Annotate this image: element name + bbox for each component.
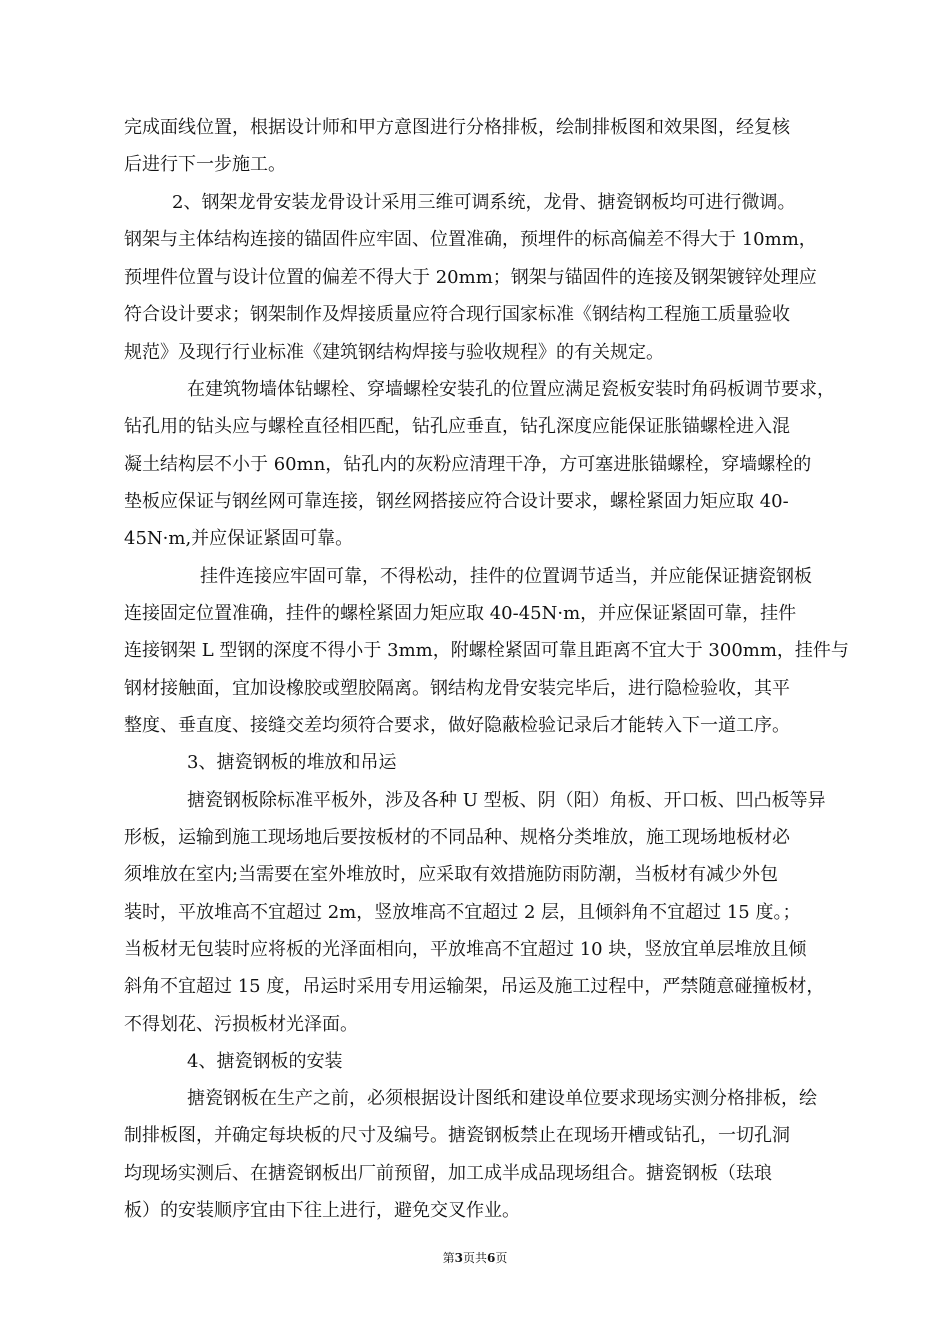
body-line-1: 完成面线位置，根据设计师和甲方意图进行分格排板，绘制排板图和效果图，经复核 bbox=[124, 117, 790, 138]
body-line-9: 钻孔用的钻头应与螺栓直径相匹配，钻孔应垂直，钻孔深度应能保证胀锚螺栓进入混 bbox=[124, 416, 790, 437]
body-line-30: 板）的安装顺序宜由下往上进行，避免交叉作业。 bbox=[124, 1200, 520, 1221]
body-line-16: 钢材接触面，宜加设橡胶或塑胶隔离。钢结构龙骨安装完毕后，进行隐检验收，其平 bbox=[124, 678, 790, 699]
footer-total-pages: 6 bbox=[487, 1251, 496, 1265]
body-line-11: 垫板应保证与钢丝网可靠连接，钢丝网搭接应符合设计要求，螺栓紧固力矩应取 40- bbox=[124, 491, 789, 512]
section-3-heading: 3、搪瓷钢板的堆放和吊运 bbox=[187, 752, 397, 773]
body-line-14: 连接固定位置准确，挂件的螺栓紧固力矩应取 40-45N·m，并应保证紧固可靠，挂件 bbox=[124, 603, 797, 624]
body-line-2: 后进行下一步施工。 bbox=[124, 154, 286, 175]
body-line-4: 钢架与主体结构连接的锚固件应牢固、位置准确，预埋件的标高偏差不得大于 10mm， bbox=[124, 229, 817, 250]
body-line-7: 规范》及现行行业标准《建筑钢结构焊接与验收规程》的有关规定。 bbox=[124, 342, 664, 363]
body-line-15: 连接钢架 L 型钢的深度不得小于 3mm，附螺栓紧固可靠且距离不宜大于 300mm，挂件与 bbox=[124, 640, 849, 661]
page-footer bbox=[0, 1248, 950, 1268]
footer-middle: 页共 bbox=[462, 1251, 487, 1265]
body-line-22: 装时，平放堆高不宜超过 2m，竖放堆高不宜超过 2 层，且倾斜角不宜超过 15 度。； bbox=[124, 902, 801, 923]
body-line-25: 不得划花、污损板材光泽面。 bbox=[124, 1014, 358, 1035]
footer-suffix: 页 bbox=[495, 1251, 508, 1265]
footer-current-page: 3 bbox=[454, 1251, 463, 1265]
body-line-13: 挂件连接应牢固可靠，不得松动，挂件的位置调节适当，并应能保证搪瓷钢板 bbox=[200, 566, 812, 587]
footer-prefix: 第 bbox=[442, 1251, 455, 1265]
body-line-23: 当板材无包装时应将板的光泽面相向，平放堆高不宜超过 10 块，竖放宜单层堆放且倾 bbox=[124, 939, 807, 960]
section-4-heading: 4、搪瓷钢板的安装 bbox=[187, 1051, 343, 1072]
body-line-17: 整度、垂直度、接缝交差均须符合要求，做好隐蔽检验记录后才能转入下一道工序。 bbox=[124, 715, 790, 736]
body-line-29: 均现场实测后、在搪瓷钢板出厂前预留，加工成半成品现场组合。搪瓷钢板（珐琅 bbox=[124, 1163, 772, 1184]
body-line-21: 须堆放在室内;当需要在室外堆放时，应采取有效措施防雨防潮，当板材有减少外包 bbox=[124, 864, 779, 885]
body-line-10: 凝土结构层不小于 60mn，钻孔内的灰粉应清理干净，方可塞进胀锚螺栓，穿墙螺栓的 bbox=[124, 454, 812, 475]
body-line-28: 制排板图，并确定每块板的尺寸及编号。搪瓷钢板禁止在现场开槽或钻孔，一切孔洞 bbox=[124, 1125, 790, 1146]
body-line-6: 符合设计要求；钢架制作及焊接质量应符合现行国家标准《钢结构工程施工质量验收 bbox=[124, 304, 790, 325]
body-line-19: 搪瓷钢板除标准平板外，涉及各种 U 型板、阴（阳）角板、开口板、凹凸板等异 bbox=[187, 790, 826, 811]
body-line-8: 在建筑物墙体钻螺栓、穿墙螺栓安装孔的位置应满足瓷板安装时角码板调节要求， bbox=[187, 379, 835, 400]
section-2-heading: 2、钢架龙骨安装龙骨设计采用三维可调系统，龙骨、搪瓷钢板均可进行微调。 bbox=[172, 192, 796, 213]
body-line-24: 斜角不宜超过 15 度，吊运时采用专用运输架，吊运及施工过程中，严禁随意碰撞板材， bbox=[124, 976, 825, 997]
body-line-5: 预埋件位置与设计位置的偏差不得大于 20mm；钢架与锚固件的连接及钢架镀锌处理应 bbox=[124, 267, 817, 288]
body-line-12: 45N·m,并应保证紧固可靠。 bbox=[124, 528, 354, 549]
body-line-20: 形板，运输到施工现场地后要按板材的不同品种、规格分类堆放，施工现场地板材必 bbox=[124, 827, 790, 848]
body-line-27: 搪瓷钢板在生产之前，必须根据设计图纸和建设单位要求现场实测分格排板，绘 bbox=[187, 1088, 817, 1109]
